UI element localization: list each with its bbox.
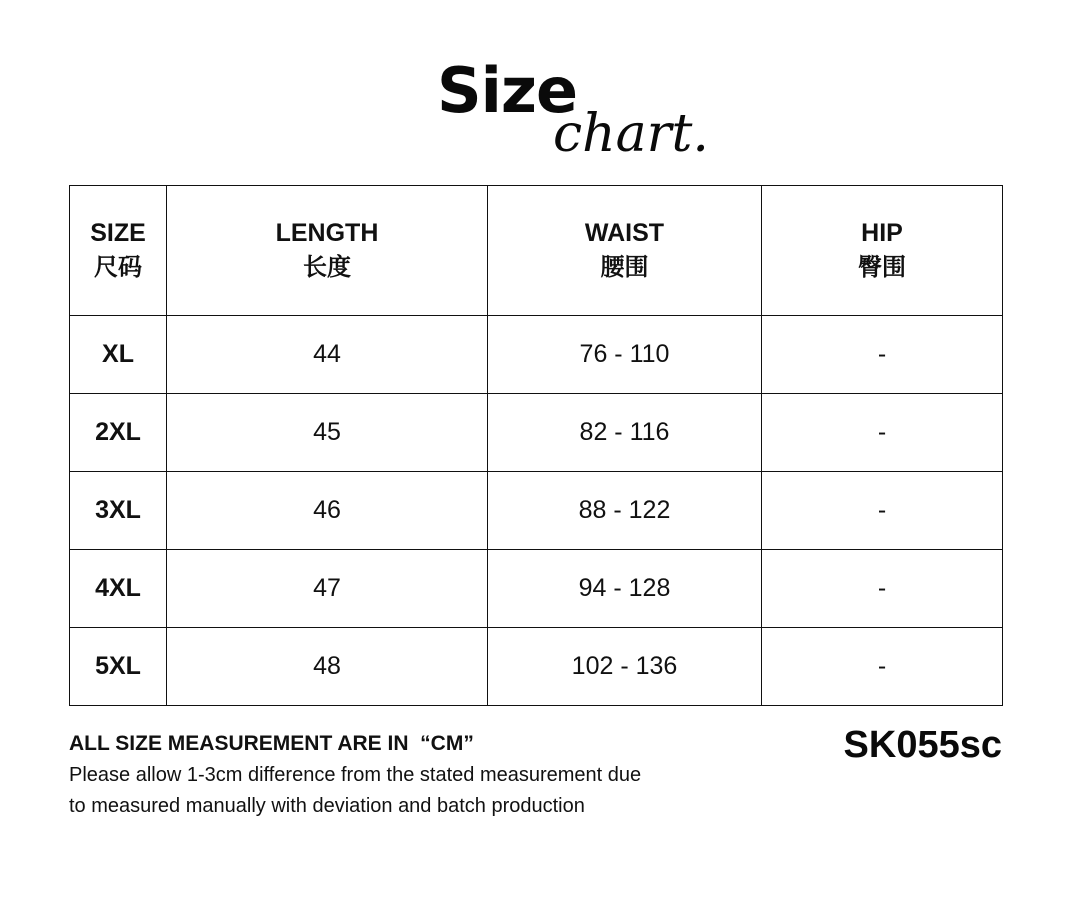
header-size-cn: 尺码 — [94, 253, 142, 282]
length-cell: 44 — [167, 316, 488, 394]
header-length-en: LENGTH — [275, 219, 379, 248]
table-row — [70, 316, 1003, 394]
length-cell: 46 — [167, 472, 488, 550]
size-cell: 3XL — [70, 472, 167, 550]
header-length — [167, 186, 488, 316]
hip-cell: - — [762, 472, 1003, 550]
table-header-row — [70, 186, 1003, 316]
table-row — [70, 550, 1003, 628]
waist-cell: 76 - 110 — [488, 316, 762, 394]
header-waist-en: WAIST — [584, 219, 665, 248]
header-waist — [488, 186, 762, 316]
length-cell: 45 — [167, 394, 488, 472]
hip-cell: - — [762, 628, 1003, 706]
tolerance-note-line-2: to measured manually with deviation and batch production — [69, 795, 585, 817]
length-cell: 47 — [167, 550, 488, 628]
product-code: SK055sc — [843, 724, 1002, 766]
size-table — [69, 185, 1003, 706]
tolerance-note-line-1: Please allow 1-3cm difference from the stated measurement due — [69, 764, 642, 786]
table-row — [70, 394, 1003, 472]
size-cell: 4XL — [70, 550, 167, 628]
length-cell: 48 — [167, 628, 488, 706]
header-waist-cn: 腰围 — [600, 253, 649, 282]
table-row — [70, 472, 1003, 550]
header-size — [70, 186, 167, 316]
waist-cell: 82 - 116 — [488, 394, 762, 472]
size-cell: 5XL — [70, 628, 167, 706]
hip-cell: - — [762, 550, 1003, 628]
header-hip-cn: 臀围 — [858, 253, 906, 282]
size-cell: 2XL — [70, 394, 167, 472]
waist-cell: 88 - 122 — [488, 472, 762, 550]
header-hip-en: HIP — [861, 219, 903, 248]
title-chart-word: chart. — [553, 104, 709, 164]
hip-cell: - — [762, 316, 1003, 394]
header-hip — [762, 186, 1003, 316]
measurement-unit-note: ALL SIZE MEASUREMENT ARE IN “CM” — [69, 732, 474, 755]
hip-cell: - — [762, 394, 1003, 472]
header-length-cn: 长度 — [303, 253, 351, 282]
waist-cell: 102 - 136 — [488, 628, 762, 706]
header-size-en: SIZE — [90, 219, 146, 248]
title-size-word: Size — [437, 54, 578, 127]
table-row — [70, 628, 1003, 706]
size-cell: XL — [70, 316, 167, 394]
waist-cell: 94 - 128 — [488, 550, 762, 628]
